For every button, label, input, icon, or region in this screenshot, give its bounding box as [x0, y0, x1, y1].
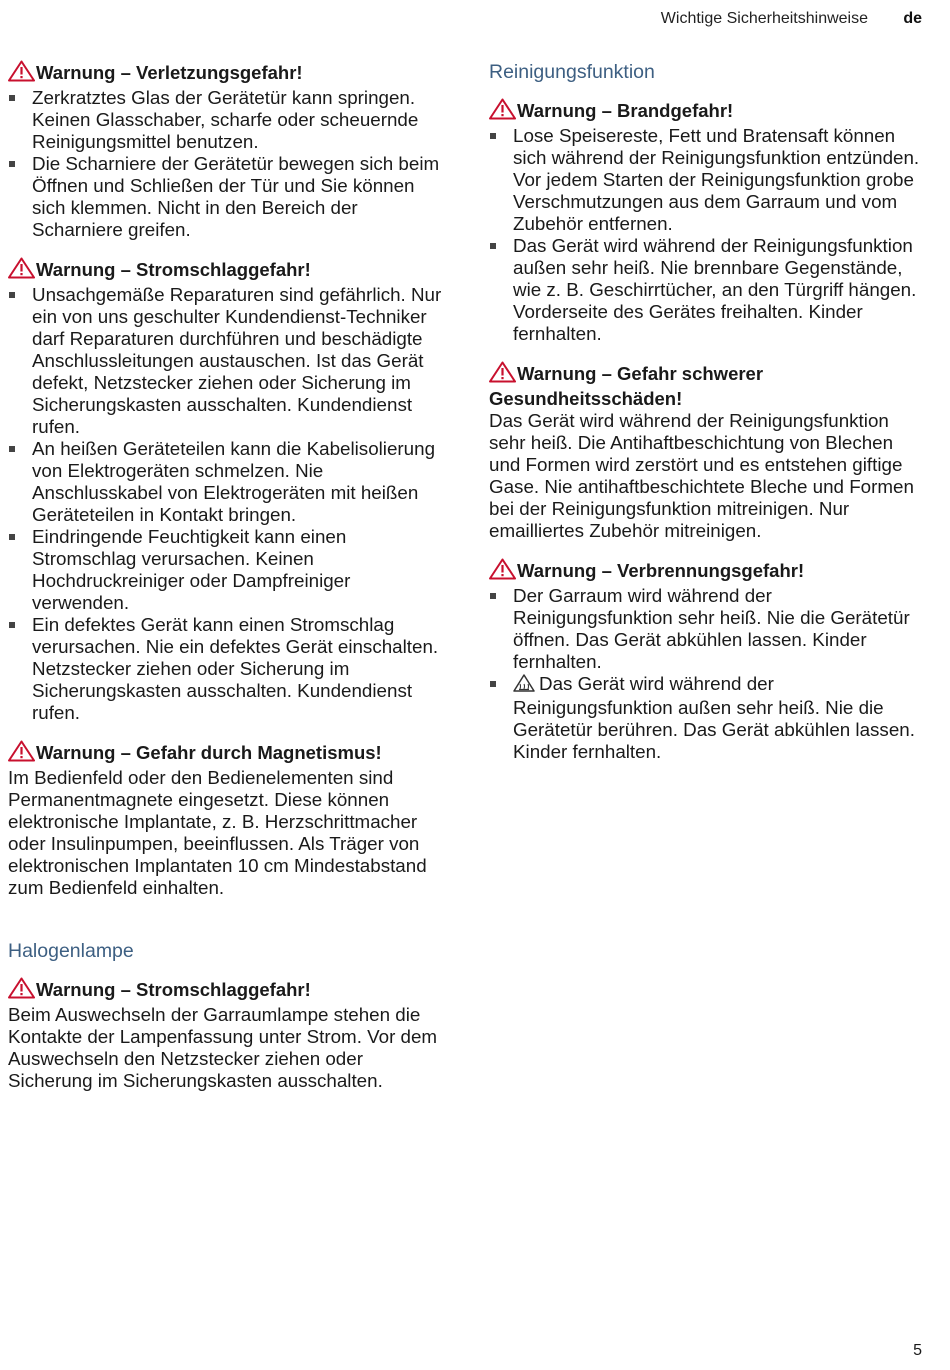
list-item	[8, 284, 448, 438]
warning-triangle-icon	[8, 257, 35, 284]
bullet-list	[8, 284, 448, 724]
list-item-text: Lose Speisereste, Fett und Bratensaft können sich während der Reinigungsfunktion entzünden. Vor jedem Starten der Reinigungsfunktion grobe Verschmutzungen aus dem Garraum und vom Zubehör entfernen.	[513, 125, 920, 234]
list-item-text: Ein defektes Gerät kann einen Stromschlag verursachen. Nie ein defektes Gerät einschalten. Netzstecker ziehen oder Sicherung im Sicherungskasten ausschalten. Kundendienst rufen.	[32, 614, 439, 723]
warning-heading	[8, 60, 448, 87]
warning-title: Warnung – Gefahr schwerer	[517, 363, 764, 384]
list-item-text: Der Garraum wird während der Reinigungsfunktion sehr heiß. Nie die Gerätetür öffnen. Das Gerät abkühlen lassen. Kinder fernhalten.	[513, 585, 910, 672]
warning-title: Warnung – Stromschlaggefahr!	[36, 979, 311, 1000]
bullet-list	[8, 87, 448, 241]
bullet-square-icon	[490, 593, 496, 599]
list-item	[8, 526, 448, 614]
warning-title: Warnung – Gefahr durch Magnetismus!	[36, 742, 382, 763]
warning-heading	[8, 977, 448, 1004]
list-item	[489, 585, 929, 673]
page-header	[0, 8, 950, 30]
warning-triangle-icon	[489, 98, 516, 125]
warning-triangle-icon	[489, 558, 516, 585]
warning-text: Beim Auswechseln der Garraumlampe stehen die Kontakte der Lampenfassung unter Strom. Vor dem Auswechseln den Netzstecker ziehen oder Sicherung im Sicherungskasten ausschalten.	[8, 1004, 438, 1091]
list-item	[8, 614, 448, 724]
bullet-square-icon	[9, 622, 15, 628]
warning-heading	[489, 98, 929, 125]
bullet-square-icon	[9, 534, 15, 540]
list-item-text: Eindringende Feuchtigkeit kann einen Stromschlag verursachen. Keinen Hochdruckreiniger oder Dampfreiniger verwenden.	[32, 526, 351, 613]
bullet-square-icon	[490, 681, 496, 687]
warning-burn	[489, 558, 929, 763]
bullet-square-icon	[9, 161, 15, 167]
warning-triangle-icon	[8, 740, 35, 767]
list-item-text: Unsachgemäße Reparaturen sind gefährlich. Nur ein von uns geschulter Kundendienst-Techniker darf Reparaturen durchführen und beschädigte Anschlussleitungen austauschen. Ist das Gerät defekt, Netzstecker ziehen oder Sicherung im Sicherungskasten ausschalten. Kundendienst rufen.	[32, 284, 442, 437]
list-item-text: Das Gerät wird während der Reinigungsfunktion außen sehr heiß. Nie brennbare Gegenstände, wie z. B. Geschirrtücher, an den Türgriff hängen. Vorderseite des Gerätes freihalten. Kinder fernhalten.	[513, 235, 917, 344]
page-number: 5	[913, 1342, 922, 1359]
right-column	[489, 60, 929, 775]
section-title-halogen-lamp: Halogenlampe	[8, 940, 134, 962]
list-item-text: Die Scharniere der Gerätetür bewegen sich beim Öffnen und Schließen der Tür und Sie können sich klemmen. Nicht in den Bereich der Scharniere greifen.	[32, 153, 440, 240]
header-title: Wichtige Sicherheitshinweise	[660, 10, 868, 27]
warning-title: Warnung – Brandgefahr!	[517, 100, 734, 121]
bullet-square-icon	[490, 243, 496, 249]
warning-title-continued: Gesundheitsschäden!	[489, 388, 683, 409]
list-item-text: An heißen Geräteteilen kann die Kabelisolierung von Elektrogeräten schmelzen. Nie Anschlusskabel von Elektrogeräten mit heißen Geräteteilen in Kontakt bringen.	[32, 438, 436, 525]
warning-magnetism	[8, 740, 448, 899]
warning-text: Das Gerät wird während der Reinigungsfunktion sehr heiß. Die Antihaftbeschichtung von Blechen und Formen wird zerstört und es entstehen giftige Gase. Nie antihaftbeschichtete Bleche und Formen bei der Reinigungsfunktion mitreinigen. Nur emailliertes Zubehör mitreinigen.	[489, 410, 914, 541]
bullet-square-icon	[9, 95, 15, 101]
section-title-cleaning-function: Reinigungsfunktion	[489, 61, 655, 83]
warning-title: Warnung – Verbrennungsgefahr!	[517, 560, 805, 581]
bullet-square-icon	[9, 292, 15, 298]
warning-lamp-electric-shock	[8, 977, 448, 1092]
warning-electric-shock	[8, 257, 448, 724]
bullet-list	[489, 585, 929, 763]
list-item	[8, 153, 448, 241]
warning-triangle-icon	[8, 977, 35, 1004]
warning-heading	[8, 740, 448, 767]
bullet-list	[489, 125, 929, 345]
warning-heading	[489, 361, 929, 410]
bullet-square-icon	[9, 446, 15, 452]
warning-heading	[489, 558, 929, 585]
list-item	[489, 125, 929, 235]
warning-heading	[8, 257, 448, 284]
warning-title: Warnung – Stromschlaggefahr!	[36, 259, 311, 280]
list-item-text: Zerkratztes Glas der Gerätetür kann springen. Keinen Glasschaber, scharfe oder scheuernde Reinigungsmittel benutzen.	[32, 87, 419, 152]
list-item	[489, 673, 929, 763]
warning-title: Warnung – Verletzungsgefahr!	[36, 62, 303, 83]
warning-injury	[8, 60, 448, 241]
list-item	[489, 235, 929, 345]
hot-surface-icon	[513, 674, 535, 697]
warning-triangle-icon	[8, 60, 35, 87]
warning-health	[489, 361, 929, 542]
warning-fire	[489, 98, 929, 345]
bullet-square-icon	[490, 133, 496, 139]
warning-text: Im Bedienfeld oder den Bedienelementen sind Permanentmagnete eingesetzt. Diese können elektronische Implantate, z. B. Herzschrittmacher oder Insulinpumpen, beeinflussen. Als Träger von elektronischen Implantaten 10 cm Mindestabstand zum Bedienfeld einhalten.	[8, 767, 427, 898]
header-language: de	[903, 10, 922, 27]
list-item	[8, 87, 448, 153]
left-column	[8, 60, 448, 1104]
list-item	[8, 438, 448, 526]
list-item-text: Das Gerät wird während der Reinigungsfunktion außen sehr heiß. Nie die Gerätetür berühren. Das Gerät abkühlen lassen. Kinder fernhalten.	[513, 673, 915, 762]
warning-triangle-icon	[489, 361, 516, 388]
